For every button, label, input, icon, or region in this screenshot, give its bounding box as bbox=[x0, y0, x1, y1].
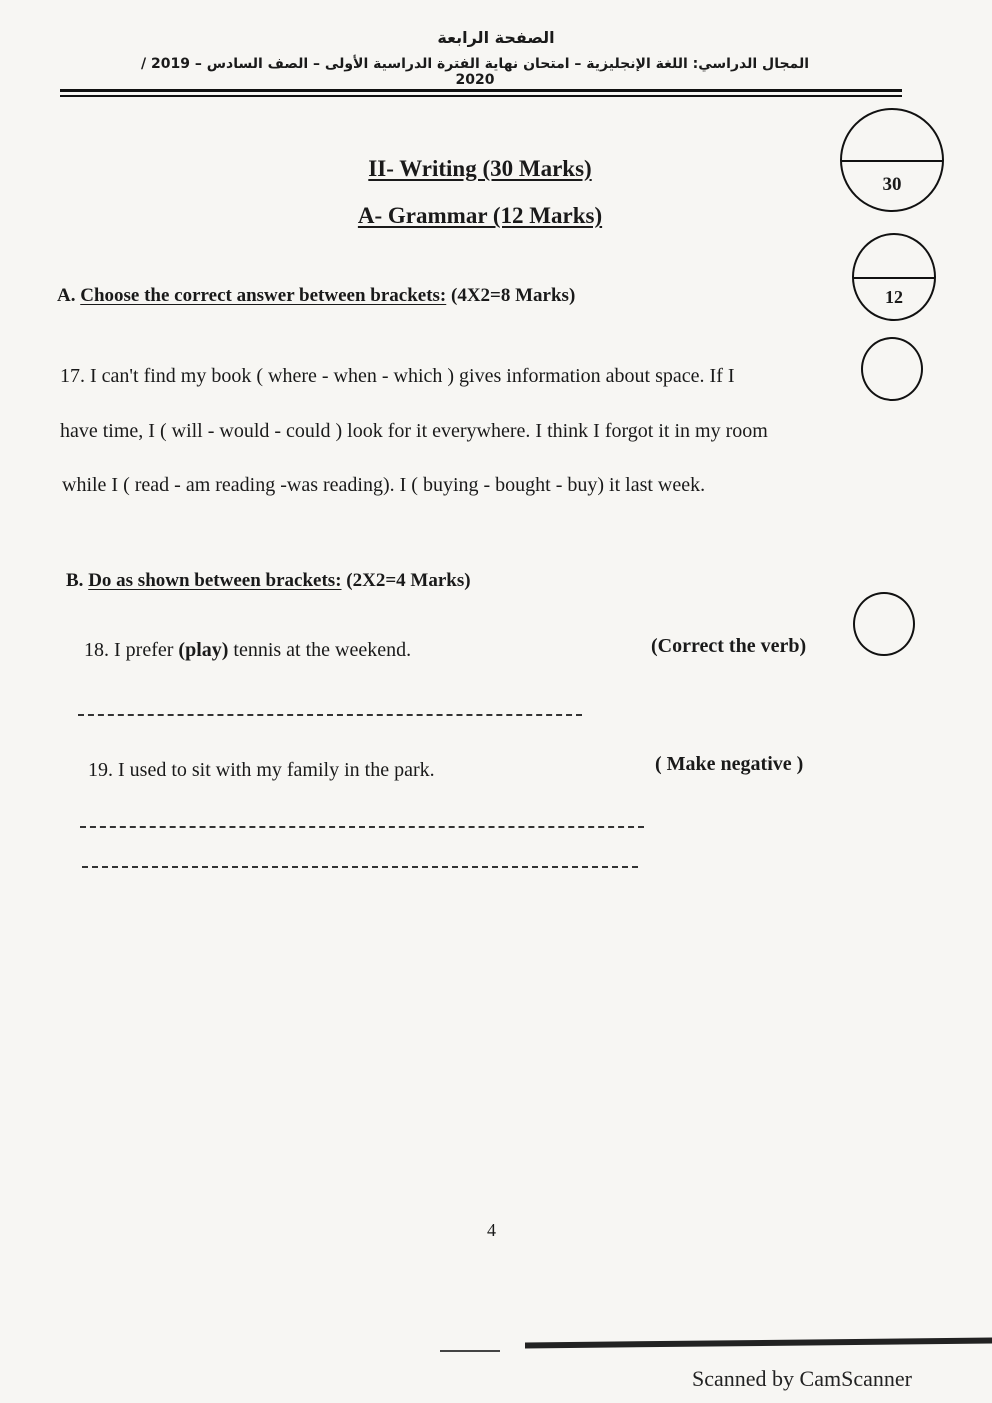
question-17-line-2: have time, I ( will - would - could ) look for it everywhere. I think I forgot it in my room bbox=[60, 420, 768, 442]
part-a-instruction: A. Choose the correct answer between brackets: (4X2=8 Marks) bbox=[57, 285, 576, 306]
question-17-line-1: 17. I can't find my book ( where - when - which ) gives information about space. If I bbox=[60, 365, 735, 387]
scan-edge-mark bbox=[440, 1350, 500, 1352]
question-19-answer-line-1[interactable] bbox=[80, 826, 644, 828]
score-divider bbox=[842, 160, 942, 162]
header-rule-top bbox=[60, 89, 902, 92]
question-17-score-circle bbox=[861, 337, 923, 401]
part-b-instruction: B. Do as shown between brackets: (2X2=4 Marks) bbox=[66, 570, 471, 591]
scan-edge-bar bbox=[525, 1338, 992, 1349]
question-18-verb: (play) bbox=[178, 639, 229, 661]
section-title: II- Writing (30 Marks) bbox=[368, 156, 592, 181]
subject-line: المجال الدراسي: اللغة الإنجليزية – امتحان نهاية الفترة الدراسية الأولى – الصف السادس – 2019 / 2020 bbox=[141, 56, 809, 88]
section-subtitle: A- Grammar (12 Marks) bbox=[357, 203, 603, 228]
question-18: 18. I prefer (play) tennis at the weekend. bbox=[84, 639, 412, 661]
header-rule-bottom bbox=[60, 95, 902, 97]
question-18-answer-line[interactable] bbox=[78, 714, 582, 716]
page-number: 4 bbox=[487, 1220, 496, 1240]
question-19: 19. I used to sit with my family in the park. bbox=[88, 759, 435, 781]
question-19-task: ( Make negative ) bbox=[655, 753, 804, 775]
question-19-answer-line-2[interactable] bbox=[82, 866, 638, 868]
page-label: الصفحة الرابعة bbox=[437, 28, 555, 47]
camscanner-watermark: Scanned by CamScanner bbox=[692, 1366, 912, 1391]
part-b-score-circle bbox=[853, 592, 915, 656]
grammar-score-total: 12 bbox=[885, 287, 903, 307]
grammar-score-circle bbox=[852, 233, 936, 321]
section-score-total: 30 bbox=[882, 174, 902, 195]
question-17-line-3: while I ( read - am reading -was reading). I ( buying - bought - buy) it last week. bbox=[62, 474, 706, 496]
score-divider bbox=[854, 277, 934, 279]
question-18-task: (Correct the verb) bbox=[651, 635, 807, 657]
section-score-circle bbox=[840, 108, 944, 212]
